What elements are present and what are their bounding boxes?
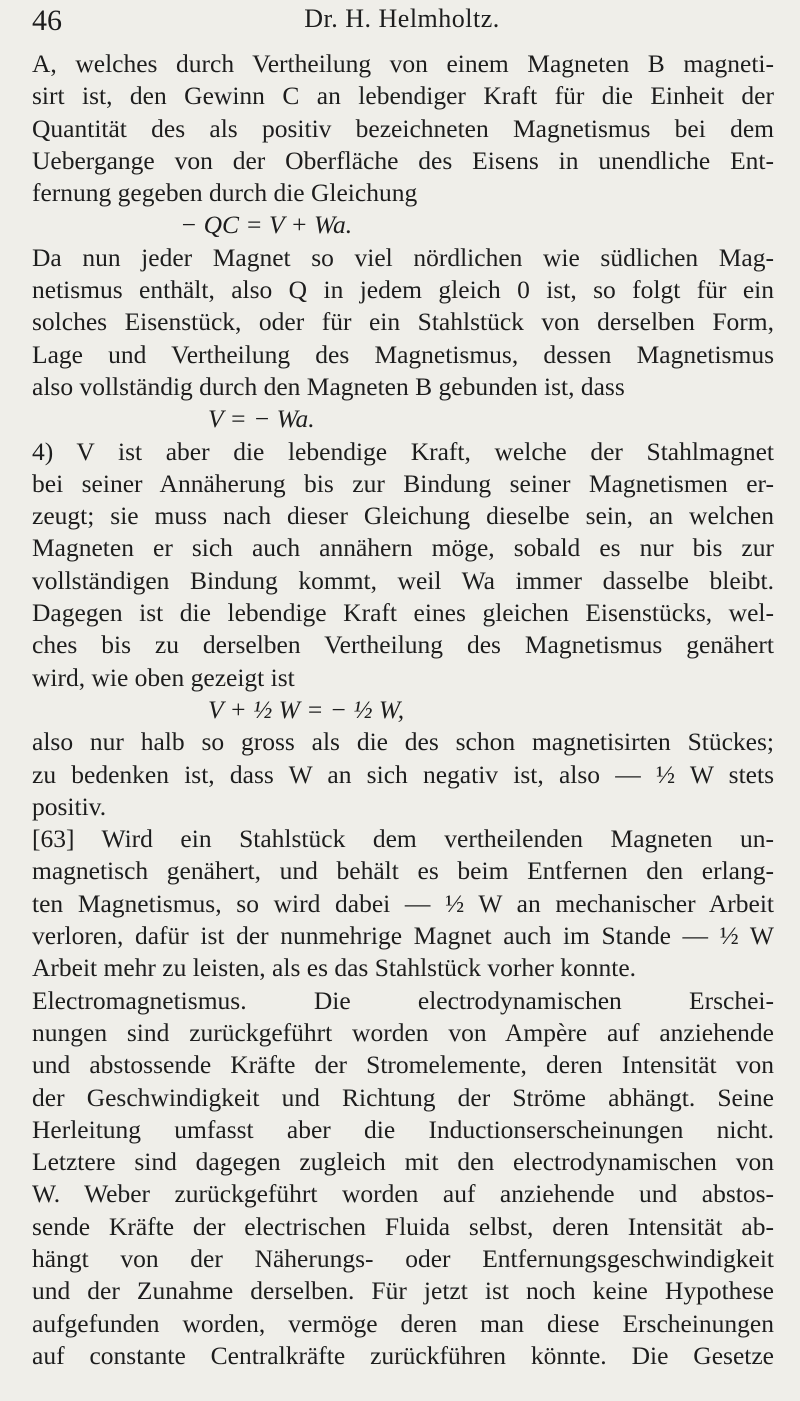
running-title: Dr. H. Helmholtz. (304, 4, 500, 33)
text-line: und der Zunahme derselben. Für jetzt ist noch keine Hypothese (32, 1276, 774, 1306)
text-line: Dagegen ist die lebendige Kraft eines gleichen Eisenstücks, wel- (32, 598, 774, 628)
text-line: W. Weber zurückgeführt worden auf anziehende und abstos- (32, 1179, 774, 1209)
text-line: der Geschwindigkeit und Richtung der Ströme abhängt. Seine (32, 1082, 774, 1112)
text-line: Uebergange von der Oberfläche des Eisens in unendliche Ent- (32, 145, 774, 175)
text-line: 4) V ist aber die lebendige Kraft, welche der Stahlmagnet (32, 436, 774, 466)
text-line: nungen sind zurückgeführt worden von Ampère auf anziehende (32, 1017, 774, 1047)
text-line: positiv. (32, 791, 107, 821)
running-head (32, 4, 772, 44)
text-line: [63] Wird ein Stahlstück dem vertheilenden Magneten un- (32, 824, 774, 854)
text-line: Arbeit mehr zu leisten, als es das Stahlstück vorher konnte. (32, 953, 637, 983)
text-line: Da nun jeder Magnet so viel nördlichen wie südlichen Mag- (32, 242, 774, 272)
text-line: und abstossende Kräfte der Stromelemente, deren Intensität von (32, 1050, 774, 1080)
page-number: 46 (32, 4, 62, 37)
text-line: also nur halb so gross als die des schon magnetisirten Stückes; (32, 727, 774, 757)
text-line: aufgefunden worden, vermöge deren man diese Erscheinungen (32, 1308, 774, 1338)
text-line: A, welches durch Vertheilung von einem Magneten B magneti- (32, 49, 774, 78)
text-line: solches Eisenstück, oder für ein Stahlstück von derselben Form, (32, 307, 774, 337)
text-line: verloren, dafür ist der nunmehrige Magnet auch im Stande — ½ W (32, 921, 774, 951)
body-text (32, 48, 774, 1372)
text-line: wird, wie oben gezeigt ist (32, 662, 295, 692)
text-line: netismus enthält, also Q in jedem gleich 0 ist, so folgt für ein (32, 275, 774, 305)
text-line: Herleitung umfasst aber die Inductionserscheinungen nicht. (32, 1114, 774, 1144)
text-line: vollständigen Bindung kommt, weil Wa immer dasselbe bleibt. (32, 565, 774, 595)
text-line: sende Kräfte der electrischen Fluida selbst, deren Intensität ab- (32, 1211, 774, 1241)
section-heading-line: Electromagnetismus. Die electrodynamischen Erschei- (32, 985, 774, 1015)
text-line: bei seiner Annäherung bis zur Bindung seiner Magnetismen er- (32, 468, 774, 498)
text-line: ches bis zu derselben Vertheilung des Magnetismus genähert (32, 630, 774, 660)
text-line: auf constante Centralkräfte zurückführen könnte. Die Gesetze (32, 1340, 774, 1370)
text-line: zeugt; sie muss nach dieser Gleichung dieselbe sein, an welchen (32, 501, 774, 531)
equation-2: V = − Wa. (208, 404, 315, 434)
text-line: magnetisch genähert, und behält es beim Entfernen den erlang- (32, 856, 774, 886)
text-line: hängt von der Näherungs- oder Entfernungsgeschwindigkeit (32, 1243, 774, 1273)
text-line: also vollständig durch den Magneten B gebunden ist, dass (32, 371, 625, 401)
text-line: Magneten er sich auch annähern möge, sobald es nur bis zur (32, 533, 774, 563)
text-line: Lage und Vertheilung des Magnetismus, dessen Magnetismus (32, 339, 774, 369)
text-line: fernung gegeben durch die Gleichung (32, 178, 418, 208)
equation-3: V + ½ W = − ½ W, (208, 694, 405, 724)
text-line: zu bedenken ist, dass W an sich negativ ist, also — ½ W stets (32, 759, 774, 789)
text-line: ten Magnetismus, so wird dabei — ½ W an mechanischer Arbeit (32, 888, 774, 918)
text-line: sirt ist, den Gewinn C an lebendiger Kraft für die Einheit der (32, 81, 774, 111)
equation-1: − QC = V + Wa. (180, 210, 353, 240)
text-line: Quantität des als positiv bezeichneten Magnetismus bei dem (32, 113, 774, 143)
text-line: Letztere sind dagegen zugleich mit den electrodynamischen von (32, 1147, 774, 1177)
